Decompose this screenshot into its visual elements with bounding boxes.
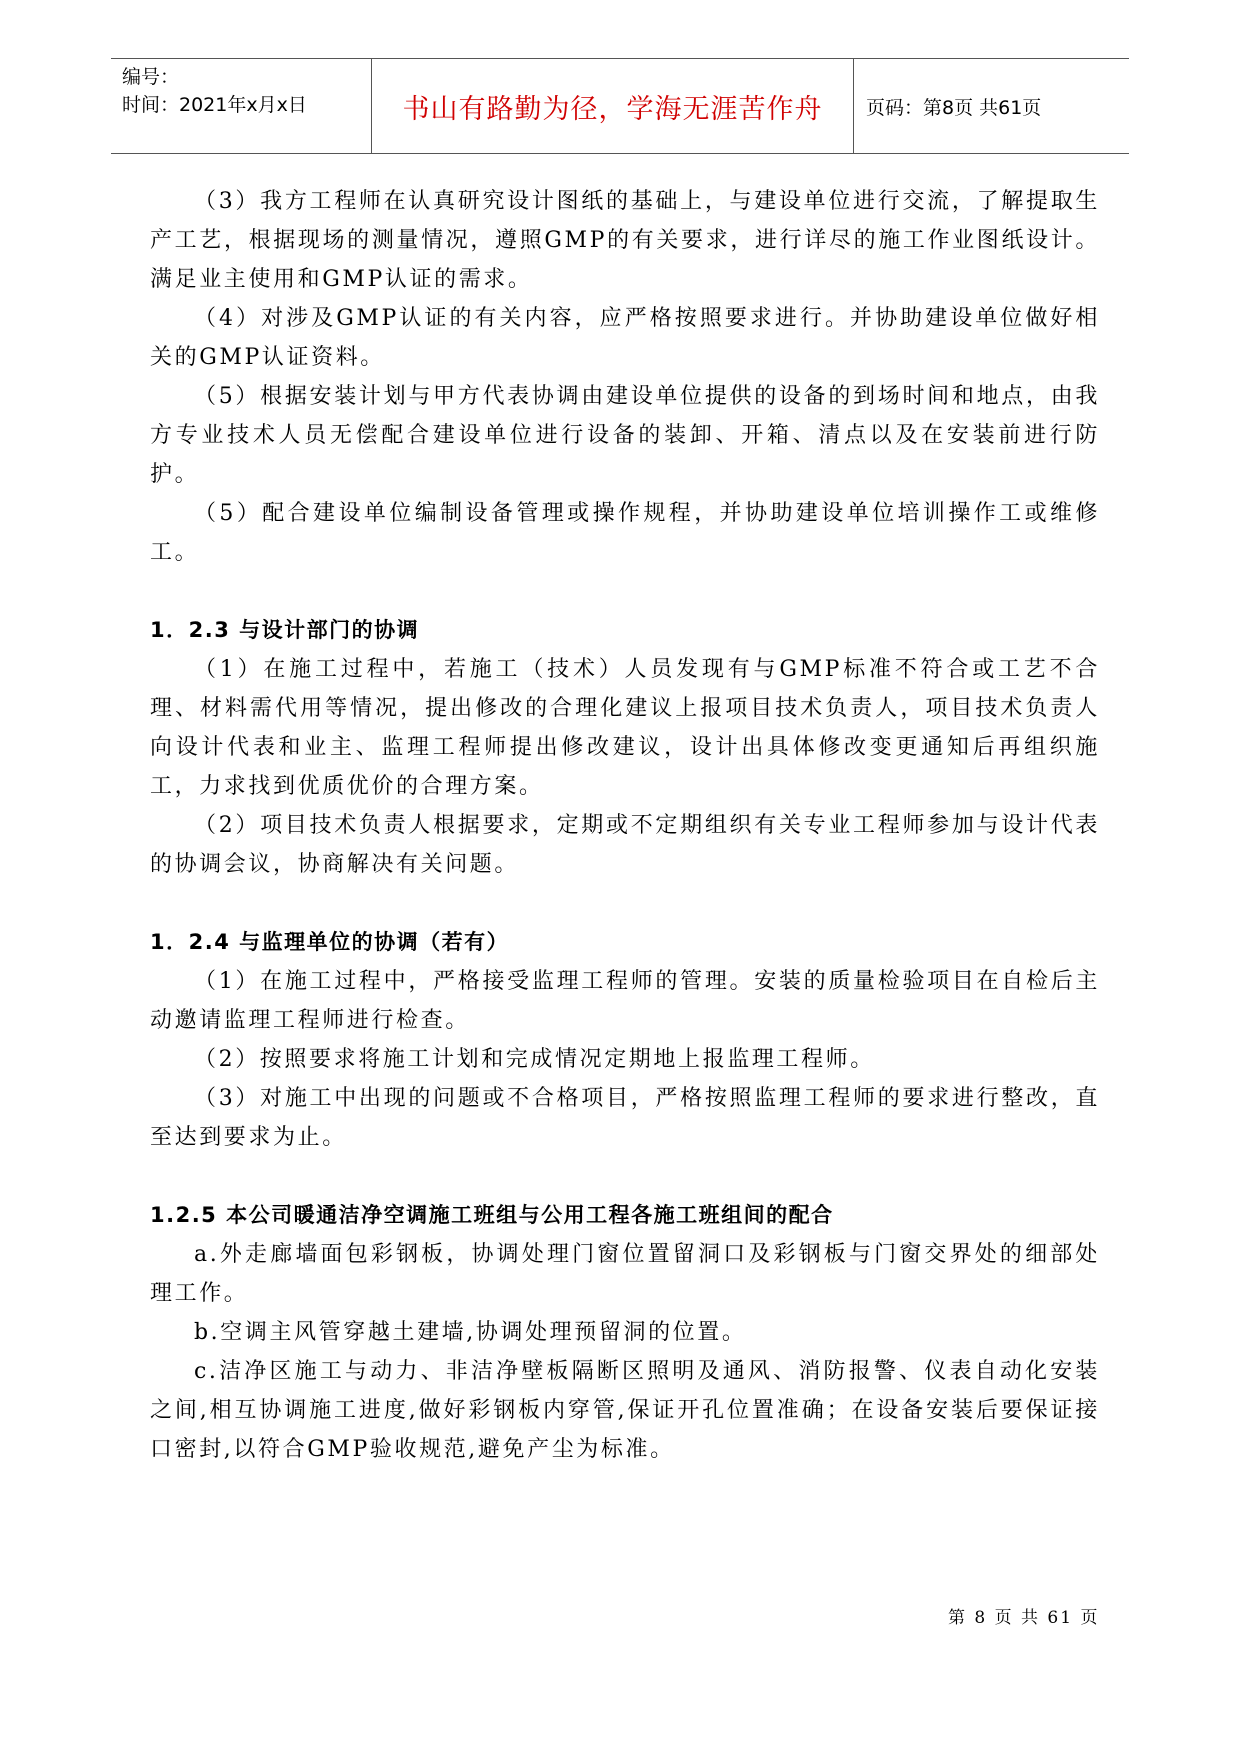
paragraph: （2）按照要求将施工计划和完成情况定期地上报监理工程师。 xyxy=(194,1047,875,1072)
document-number-label: 编号： xyxy=(122,66,180,88)
paragraph: c.洁净区施工与动力、非洁净壁板隔断区照明及通风、消防报警、仪表自动化安装之间,相互协调施工进度,做好彩钢板内穿管,保证开孔位置准确；在设备安装后要保证接口密封,以符合GMP验收规范,避免产尘为标准。 xyxy=(150,1359,1100,1462)
header-page-info: 页码：第8页 共61页 xyxy=(866,96,1042,119)
section-heading: 1．2.3 与设计部门的协调 xyxy=(150,618,420,642)
paragraph: a.外走廊墙面包彩钢板，协调处理门窗位置留洞口及彩钢板与门窗交界处的细部处理工作。 xyxy=(150,1242,1100,1306)
page-footer: 第 8 页 共 61 页 xyxy=(948,1608,1100,1628)
paragraph: （2）项目技术负责人根据要求，定期或不定期组织有关专业工程师参加与设计代表的协调会议，协商解决有关问题。 xyxy=(150,813,1100,877)
paragraph: （5）根据安装计划与甲方代表协调由建设单位提供的设备的到场时间和地点，由我方专业技术人员无偿配合建设单位进行设备的装卸、开箱、清点以及在安装前进行防护。 xyxy=(150,384,1100,487)
section-heading: 1．2.4 与监理单位的协调（若有） xyxy=(150,930,510,954)
paragraph: b.空调主风管穿越土建墙,协调处理预留洞的位置。 xyxy=(194,1320,747,1345)
paragraph: （1）在施工过程中，严格接受监理工程师的管理。安装的质量检验项目在自检后主动邀请监理工程师进行检查。 xyxy=(150,969,1100,1033)
header-meta xyxy=(111,59,372,153)
paragraph: （1）在施工过程中，若施工（技术）人员发现有与GMP标准不符合或工艺不合理、材料需代用等情况，提出修改的合理化建议上报项目技术负责人，项目技术负责人向设计代表和业主、监理工程师提出修改建议，设计出具体修改变更通知后再组织施工，力求找到优质优价的合理方案。 xyxy=(150,657,1100,799)
paragraph: （4）对涉及GMP认证的有关内容，应严格按照要求进行。并协助建设单位做好相关的GMP认证资料。 xyxy=(150,306,1100,370)
header-motto: 书山有路勤为径，学海无涯苦作舟 xyxy=(372,59,854,153)
page-header xyxy=(111,58,1129,154)
document-time: 时间：2021年x月x日 xyxy=(122,94,307,116)
paragraph: （3）对施工中出现的问题或不合格项目，严格按照监理工程师的要求进行整改，直至达到要求为止。 xyxy=(150,1086,1100,1150)
paragraph: （5）配合建设单位编制设备管理或操作规程，并协助建设单位培训操作工或维修工。 xyxy=(150,501,1100,565)
paragraph: （3）我方工程师在认真研究设计图纸的基础上，与建设单位进行交流，了解提取生产工艺，根据现场的测量情况，遵照GMP的有关要求，进行详尽的施工作业图纸设计。满足业主使用和GMP认证的需求。 xyxy=(150,189,1100,292)
section-heading: 1.2.5 本公司暖通洁净空调施工班组与公用工程各施工班组间的配合 xyxy=(150,1203,834,1227)
document-body xyxy=(150,182,1100,1469)
